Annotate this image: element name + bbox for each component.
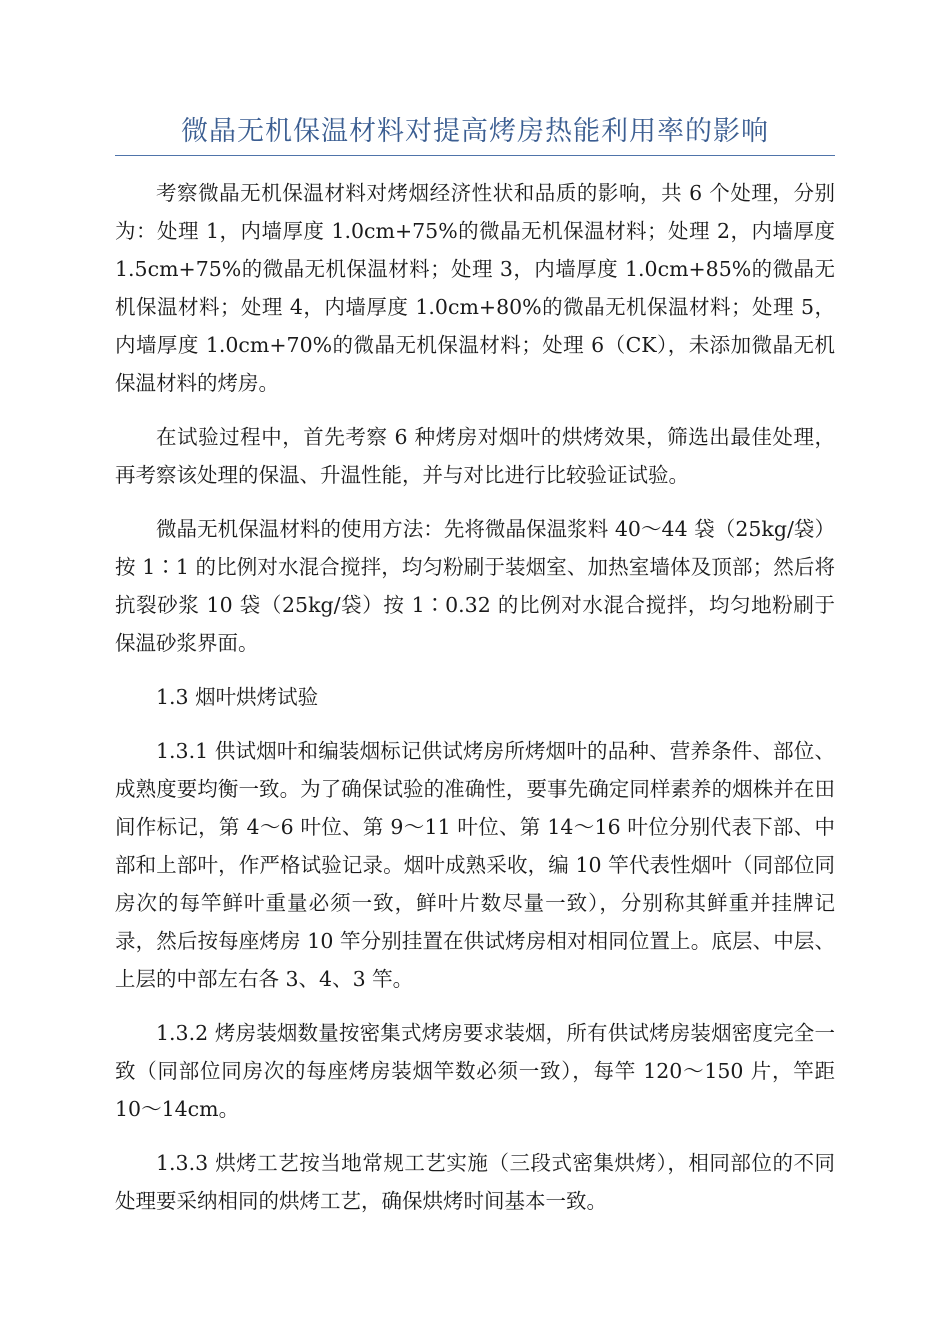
paragraph-1-3-2: 1.3.2 烤房装烟数量按密集式烤房要求装烟，所有供试烤房装烟密度完全一致（同部位同房次的每座烤房装烟竿数必须一致），每竿 120～150 片，竿距 10～14cm。 (115, 1021, 835, 1121)
paragraph-method: 微晶无机保温材料的使用方法：先将微晶保温浆料 40～44 袋（25kg/袋）按 1∶1 的比例对水混合搅拌，均匀粉刷于装烟室、加热室墙体及顶部；然后将抗裂砂浆 10 袋（25kg/袋）按 1∶0.32 的比例对水混合搅拌，均匀地粉刷于保温砂浆界面。 (115, 517, 835, 655)
paragraph-treatments: 考察微晶无机保温材料对烤烟经济性状和品质的影响，共 6 个处理，分别为：处理 1，内墙厚度 1.0cm+75%的微晶无机保温材料；处理 2，内墙厚度 1.5cm+75%的微晶无机保温材料；处理 3，内墙厚度 1.0cm+85%的微晶无机保温材料；处理 4，内墙厚度 1.0cm+80%的微晶无机保温材料；处理 5，内墙厚度 1.0cm+70%的微晶无机保温材料；处理 6（CK），未添加微晶无机保温材料的烤房。 (115, 181, 835, 395)
document-body (115, 174, 835, 1236)
paragraph-1-3-1: 1.3.1 供试烟叶和编装烟标记供试烤房所烤烟叶的品种、营养条件、部位、成熟度要均衡一致。为了确保试验的准确性，要事先确定同样素养的烟株并在田间作标记，第 4～6 叶位、第 9～11 叶位、第 14～16 叶位分别代表下部、中部和上部叶，作严格试验记录。烟叶成熟采收，编 10 竿代表性烟叶（同部位同房次的每竿鲜叶重量必须一致，鲜叶片数尽量一致），分别称其鲜重并挂牌记录，然后按每座烤房 10 竿分别挂置在供试烤房相对相同位置上。底层、中层、上层的中部左右各 3、4、3 竿。 (115, 739, 835, 991)
document-title: 微晶无机保温材料对提高烤房热能利用率的影响 (181, 116, 769, 147)
paragraph-1-3-3: 1.3.3 烘烤工艺按当地常规工艺实施（三段式密集烘烤），相同部位的不同处理要采纳相同的烘烤工艺，确保烘烤时间基本一致。 (115, 1151, 835, 1213)
title-underline (115, 155, 835, 156)
section-heading-1-3: 1.3 烟叶烘烤试验 (156, 685, 319, 709)
paragraph-process: 在试验过程中，首先考察 6 种烤房对烟叶的烘烤效果，筛选出最佳处理，再考察该处理的保温、升温性能，并与对比进行比较验证试验。 (115, 425, 835, 487)
